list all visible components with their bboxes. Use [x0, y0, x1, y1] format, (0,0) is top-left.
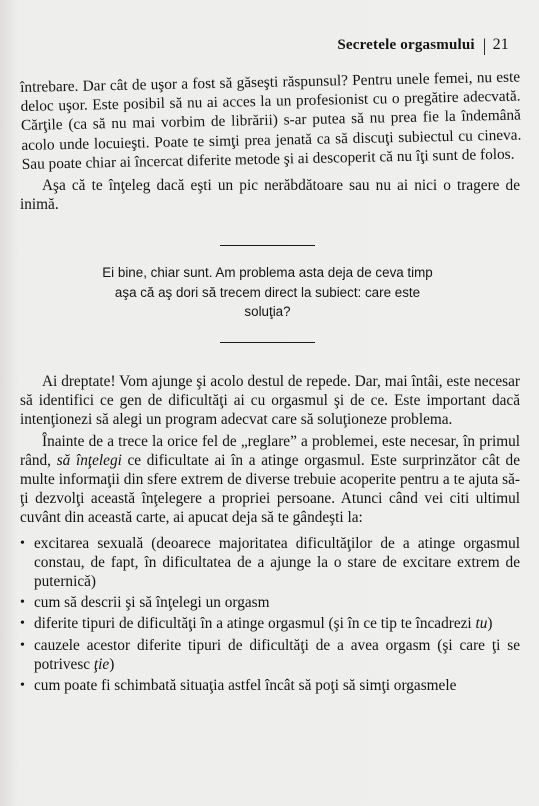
- bottom-text-block: [20, 372, 520, 697]
- list-item-text-end: ): [109, 655, 115, 673]
- list-item: [20, 534, 520, 592]
- list-item-text: diferite tipuri de dificultăţi în a atinge orgasmul (şi în ce tip te încadrezi: [34, 615, 476, 633]
- bullet-icon: •: [20, 637, 25, 653]
- list-item-text: cum să descrii şi să înţelegi un orgasm: [34, 594, 270, 612]
- callout-rule-bottom: [220, 342, 315, 343]
- bullet-icon: •: [20, 678, 25, 694]
- callout-text: Ei bine, chiar sunt. Am problema asta deja de ceva timp aşa că aş dori să trecem direct la subiect: care este soluţia?: [102, 265, 433, 319]
- paragraph-3: Ai dreptate! Vom ajunge şi acolo destul de repede. Dar, mai întâi, este necesar să identifici ce gen de dificultăţi ai cu orgasmul şi de ce. Este important dacă intenţionezi să alegi un program adecvat care să soluţioneze problema.: [20, 373, 520, 429]
- callout-rule-top: [220, 245, 315, 246]
- paragraph-4-end: ce dificultate ai în a atinge orgasmul. Este surprinzător cât de multe informaţii din sfere extrem de diverse trebuie acoperite pentru a te ajuta să-ţi dezvolţi această înţelegere a propriei persoane. Atunci când vei citi ultimul cuvânt din această carte, ai apucat deja să te gândeşti la:: [20, 451, 520, 527]
- paragraph-2: Aşa că te înţeleg dacă eşti un pic nerăbdătoare sau nu ai nici o tragere de inimă.: [20, 177, 520, 214]
- list-item: [20, 593, 520, 612]
- running-title: Secretele orgasmului: [337, 36, 475, 53]
- reader-question-callout: [90, 245, 445, 343]
- header-separator: |: [482, 34, 487, 55]
- paragraph-4: [20, 432, 520, 528]
- paragraph-1: întrebare. Dar cât de uşor a fost să găseşti răspunsul? Pentru unele femei, nu este deloc uşor. Este posibil să nu ai acces la un profesionist cu o pregătire adecvată. Cărţile (ca să nu mai vorbim de librării) s-ar putea să nu prea fie la îndemână acolo unde locuieşti. Poate te simţi prea jenată ca să discuţi subiectul cu cineva. Sau poate chiar ai încercat diferite metode şi ai descoperit că nu îţi sunt de folos.: [20, 68, 522, 173]
- list-item-text: cauzele acestor diferite tipuri de dificultăţi de a avea orgasm (şi care ţi se potrivesc: [34, 636, 520, 673]
- list-item: [20, 614, 520, 633]
- list-item-emphasis: tu: [475, 615, 488, 633]
- list-item-text: excitarea sexuală (deoarece majoritatea dificultăţilor de a atinge orgasmul constau, de fapt, în dificultatea de a ajunge la o stare de excitare extrem de puternică): [34, 534, 520, 591]
- bullet-icon: •: [20, 616, 25, 632]
- list-item: [20, 636, 520, 674]
- list-item: [20, 676, 520, 695]
- list-item-text: cum poate fi schimbată situaţia astfel încât să poţi să simţi orgasmele: [34, 677, 457, 695]
- running-header: [337, 36, 509, 54]
- page-number: 21: [492, 36, 509, 53]
- paragraph-4-start: Înainte de a trece la orice fel de „reglare” a problemei, este necesar, în primul rând,: [20, 432, 520, 469]
- list-item-emphasis: ţie: [93, 655, 110, 673]
- bullet-list: [20, 534, 520, 696]
- bullet-icon: •: [20, 595, 25, 611]
- paragraph-4-emphasis: să înţelegi: [56, 451, 122, 469]
- bullet-icon: •: [20, 535, 25, 551]
- top-text-block: [20, 68, 522, 214]
- list-item-text-end: ): [487, 615, 493, 633]
